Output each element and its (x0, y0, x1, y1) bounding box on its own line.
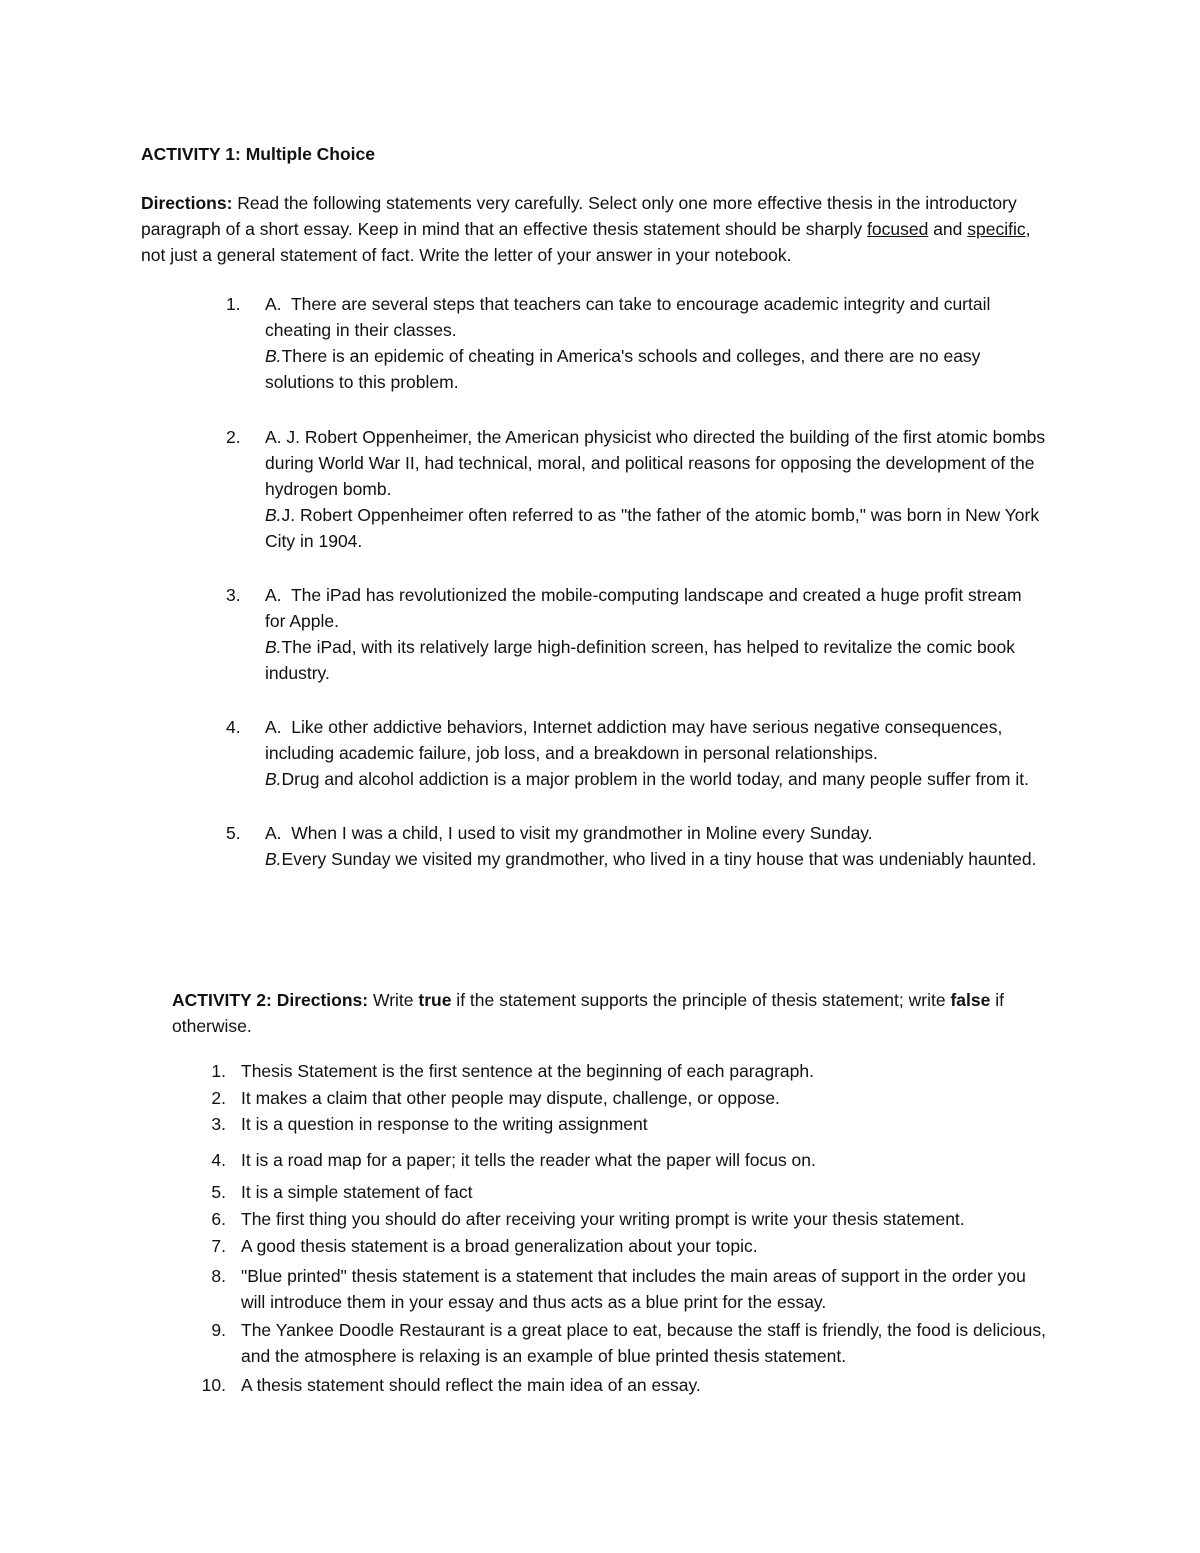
tf-number: 3. (211, 1114, 226, 1134)
activity2-text-1: Write (368, 990, 419, 1010)
option-a-text: Like other addictive behaviors, Internet addiction may have serious negative consequences, including academic failure, job loss, and a breakdown in personal relationships. (265, 717, 1003, 763)
option-b (265, 766, 1046, 792)
specific-word: specific (967, 219, 1026, 239)
tf-text: Thesis Statement is the first sentence at the beginning of each paragraph. (241, 1061, 814, 1081)
option-a (265, 291, 1046, 343)
option-b-text: Every Sunday we visited my grandmother, who lived in a tiny house that was undeniably haunted. (281, 849, 1037, 869)
mc-item-1 (226, 291, 1046, 395)
tf-item-1 (196, 1058, 1046, 1084)
option-a (265, 714, 1046, 766)
tf-number: 8. (211, 1266, 226, 1286)
tf-text: It is a question in response to the writing assignment (241, 1114, 648, 1134)
tf-item-9 (196, 1317, 1046, 1369)
option-a-text: There are several steps that teachers can take to encourage academic integrity and curtail cheating in their classes. (265, 294, 991, 340)
option-a-label: A. (265, 294, 282, 314)
option-b-label: B. (265, 346, 282, 366)
activity2-text-2: if the statement supports the principle of thesis statement; write (451, 990, 951, 1010)
tf-number: 2. (211, 1088, 226, 1108)
option-a-label: A. (265, 717, 282, 737)
tf-number: 5. (211, 1182, 226, 1202)
false-word: false (950, 990, 991, 1010)
tf-item-5 (196, 1179, 1046, 1205)
option-b (265, 634, 1046, 686)
option-a-text: J. Robert Oppenheimer, the American physicist who directed the building of the first atomic bombs during World War II, had technical, moral, and political reasons for opposing the development of the hydrogen bomb. (265, 427, 1046, 499)
tf-text: "Blue printed" thesis statement is a statement that includes the main areas of support in the order you will introduce them in your essay and thus acts as a blue print for the essay. (241, 1266, 1026, 1312)
option-b (265, 846, 1046, 872)
option-a-label: A. (265, 427, 282, 447)
option-b (265, 343, 1046, 395)
activity1-directions (141, 190, 1056, 268)
focused-word: focused (867, 219, 929, 239)
tf-item-10 (196, 1372, 1046, 1398)
option-b-text: There is an epidemic of cheating in America's schools and colleges, and there are no easy solutions to this problem. (265, 346, 981, 392)
mc-item-3 (226, 582, 1046, 686)
tf-item-7 (196, 1233, 1046, 1259)
option-a-text: When I was a child, I used to visit my grandmother in Moline every Sunday. (291, 823, 873, 843)
mc-item-4 (226, 714, 1046, 792)
option-b (265, 502, 1046, 554)
mc-number: 1. (226, 294, 241, 314)
tf-number: 10. (201, 1375, 226, 1395)
mc-number: 5. (226, 823, 241, 843)
tf-text: The Yankee Doodle Restaurant is a great place to eat, because the staff is friendly, the food is delicious, and the atmosphere is relaxing is an example of blue printed thesis statement. (241, 1320, 1046, 1366)
tf-text: The first thing you should do after receiving your writing prompt is write your thesis statement. (241, 1209, 965, 1229)
option-b-label: B. (265, 769, 282, 789)
mc-number: 2. (226, 427, 241, 447)
mc-item-2 (226, 424, 1046, 554)
option-a-text: The iPad has revolutionized the mobile-computing landscape and created a huge profit stream for Apple. (265, 585, 1022, 631)
tf-text: It is a road map for a paper; it tells the reader what the paper will focus on. (241, 1150, 816, 1170)
directions-text-2: , not just a general statement of fact. Write the letter of your answer in your notebook. (141, 219, 1031, 265)
tf-text: A good thesis statement is a broad generalization about your topic. (241, 1236, 758, 1256)
tf-text: It is a simple statement of fact (241, 1182, 473, 1202)
activity2-directions (172, 987, 1042, 1039)
option-a (265, 582, 1046, 634)
tf-number: 4. (211, 1150, 226, 1170)
tf-number: 6. (211, 1209, 226, 1229)
activity2-directions-label: Directions: (271, 990, 369, 1010)
option-b-label: B. (265, 849, 282, 869)
mc-number: 4. (226, 717, 241, 737)
tf-item-8 (196, 1263, 1046, 1315)
directions-label: Directions: (141, 193, 233, 213)
option-b-label: B. (265, 637, 282, 657)
option-a-label: A. (265, 585, 282, 605)
directions-text-1: Read the following statements very carefully. Select only one more effective thesis in the introductory paragraph of a short essay. Keep in mind that an effective thesis statement should be sharply (141, 193, 1017, 239)
true-word: true (418, 990, 452, 1010)
mc-number: 3. (226, 585, 241, 605)
activity2-title: ACTIVITY 2: (172, 990, 272, 1010)
option-b-text: Drug and alcohol addiction is a major problem in the world today, and many people suffer from it. (281, 769, 1029, 789)
tf-number: 1. (211, 1061, 226, 1081)
option-b-text: J. Robert Oppenheimer often referred to as "the father of the atomic bomb," was born in New York City in 1904. (265, 505, 1040, 551)
tf-item-3 (196, 1111, 1046, 1137)
tf-text: A thesis statement should reflect the main idea of an essay. (241, 1375, 701, 1395)
tf-number: 9. (211, 1320, 226, 1340)
option-b-label: B. (265, 505, 282, 525)
tf-text: It makes a claim that other people may dispute, challenge, or oppose. (241, 1088, 780, 1108)
mc-item-5 (226, 820, 1046, 872)
option-a-label: A. (265, 823, 282, 843)
tf-item-4 (196, 1147, 1046, 1173)
tf-item-6 (196, 1206, 1046, 1232)
activity2-text-3: if otherwise. (172, 990, 1004, 1036)
activity1-title: ACTIVITY 1: Multiple Choice (141, 144, 376, 164)
option-b-text: The iPad, with its relatively large high-definition screen, has helped to revitalize the comic book industry. (265, 637, 1015, 683)
and-word: and (928, 219, 968, 239)
option-a (265, 820, 1046, 846)
tf-item-2 (196, 1085, 1046, 1111)
tf-number: 7. (211, 1236, 226, 1256)
option-a (265, 424, 1046, 502)
